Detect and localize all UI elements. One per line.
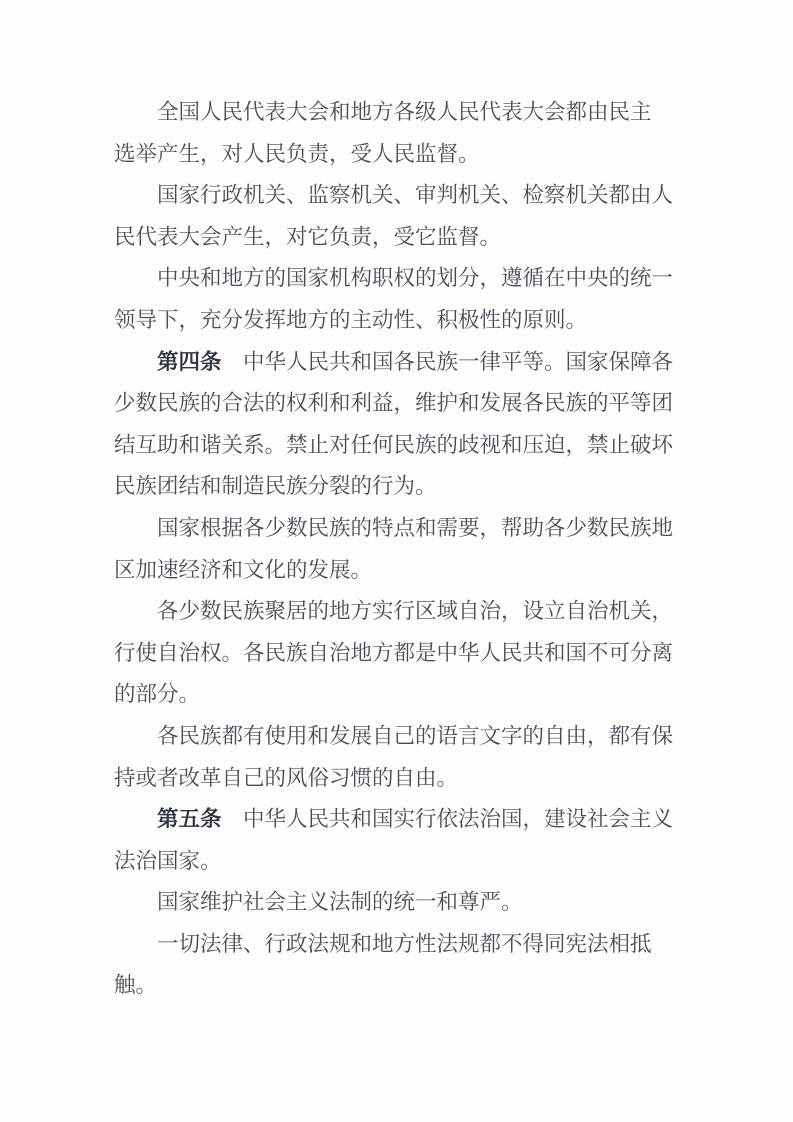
text-line: 国家行政机关、监察机关、审判机关、检察机关都由人 (157, 183, 674, 208)
text-line: 持或者改革自己的风俗习惯的自由。 (114, 765, 459, 790)
text-line: 行使自治权。各民族自治地方都是中华人民共和国不可分离 (114, 640, 674, 665)
text-line: 一切法律、行政法规和地方性法规都不得同宪法相抵 (157, 931, 652, 956)
paragraph (114, 591, 720, 716)
paragraph (114, 924, 720, 1007)
text-line: 各民族都有使用和发展自己的语言文字的自由，都有保 (157, 723, 674, 748)
text-line: 国家维护社会主义法制的统一和尊严。 (157, 890, 523, 915)
paragraph (114, 508, 720, 591)
text-line: 中央和地方的国家机构职权的划分，遵循在中央的统一 (157, 266, 674, 291)
paragraph (114, 92, 720, 175)
text-line (114, 342, 720, 384)
text-line (114, 799, 720, 841)
paragraph (114, 716, 720, 799)
text-line: 领导下，充分发挥地方的主动性、积极性的原则。 (114, 307, 588, 332)
paragraph (114, 799, 720, 882)
text-line: 区加速经济和文化的发展。 (114, 557, 373, 582)
text-line-content: 中华人民共和国实行依法治国，建设社会主义 (243, 807, 674, 832)
text-line: 民族团结和制造民族分裂的行为。 (114, 474, 437, 499)
text-line: 选举产生，对人民负责，受人民监督。 (114, 141, 480, 166)
text-line-content: 中华人民共和国各民族一律平等。国家保障各 (243, 349, 674, 374)
text-line: 民代表大会产生，对它负责，受它监督。 (114, 224, 502, 249)
text-line: 少数民族的合法的权利和利益，维护和发展各民族的平等团 (114, 391, 674, 416)
text-line: 各少数民族聚居的地方实行区域自治，设立自治机关， (157, 599, 674, 624)
paragraph (114, 258, 720, 341)
article-number: 第四条 (157, 349, 222, 374)
text-line: 国家根据各少数民族的特点和需要，帮助各少数民族地 (157, 515, 674, 540)
text-line: 法治国家。 (114, 848, 222, 873)
text-line: 结互助和谐关系。禁止对任何民族的歧视和压迫，禁止破坏 (114, 432, 674, 457)
text-line: 全国人民代表大会和地方各级人民代表大会都由民主 (157, 100, 652, 124)
text-line: 触。 (114, 973, 158, 998)
article-number: 第五条 (157, 807, 222, 832)
paragraph (114, 882, 720, 924)
text-line: 的部分。 (114, 682, 201, 707)
document-body (114, 92, 720, 1007)
paragraph (114, 175, 720, 258)
paragraph (114, 342, 720, 508)
